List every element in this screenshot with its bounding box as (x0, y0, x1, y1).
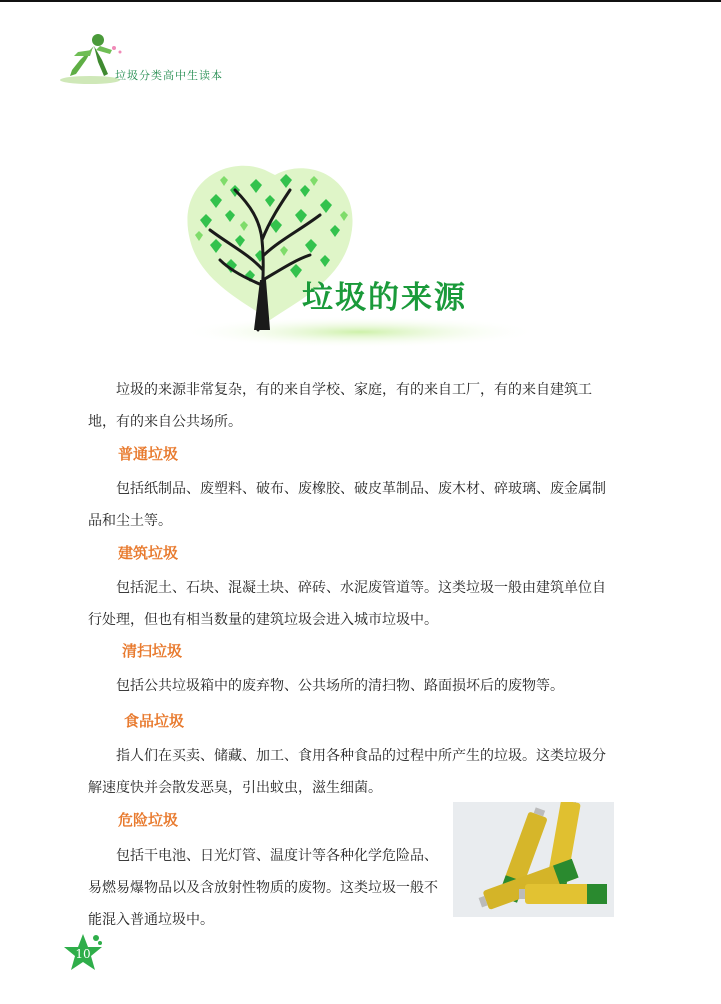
heading-general-waste: 普通垃圾 (118, 445, 179, 463)
batteries-photo (453, 802, 614, 917)
book-title: 垃圾分类高中生读本 (115, 69, 223, 82)
heart-tree-illustration (170, 160, 550, 350)
heading-hazardous-waste: 危险垃圾 (118, 811, 179, 829)
body-hazardous-waste: 包括干电池、日光灯管、温度计等各种化学危险品、易燃易爆物品以及含放射性物质的废物。这类垃圾一般不能混入普通垃圾中。 (88, 848, 438, 928)
page-number: 10 (75, 947, 91, 961)
body-food-waste: 指人们在买卖、储藏、加工、食用各种食品的过程中所产生的垃圾。这类垃圾分解速度快并会散发恶臭，引出蚊虫，滋生细菌。 (88, 748, 606, 796)
body-general-waste: 包括纸制品、废塑料、破布、废橡胶、破皮革制品、废木材、碎玻璃、废金属制品和尘土等。 (88, 481, 606, 529)
top-rule (0, 0, 721, 2)
page-title: 垃圾的来源 (302, 280, 467, 316)
body-construction-waste: 包括泥土、石块、混凝土块、碎砖、水泥废管道等。这类垃圾一般由建筑单位自行处理，但也有相当数量的建筑垃圾会进入城市垃圾中。 (88, 580, 606, 628)
heading-sweeping-waste: 清扫垃圾 (122, 642, 183, 660)
body-sweeping-waste: 包括公共垃圾箱中的废弃物、公共场所的清扫物、路面损坏后的废物等。 (116, 678, 564, 694)
page-number-badge (62, 932, 104, 974)
heading-construction-waste: 建筑垃圾 (118, 544, 179, 562)
intro-paragraph: 垃圾的来源非常复杂，有的来自学校、家庭，有的来自工厂，有的来自建筑工地，有的来自公共场所。 (88, 382, 592, 430)
heading-food-waste: 食品垃圾 (124, 712, 185, 730)
